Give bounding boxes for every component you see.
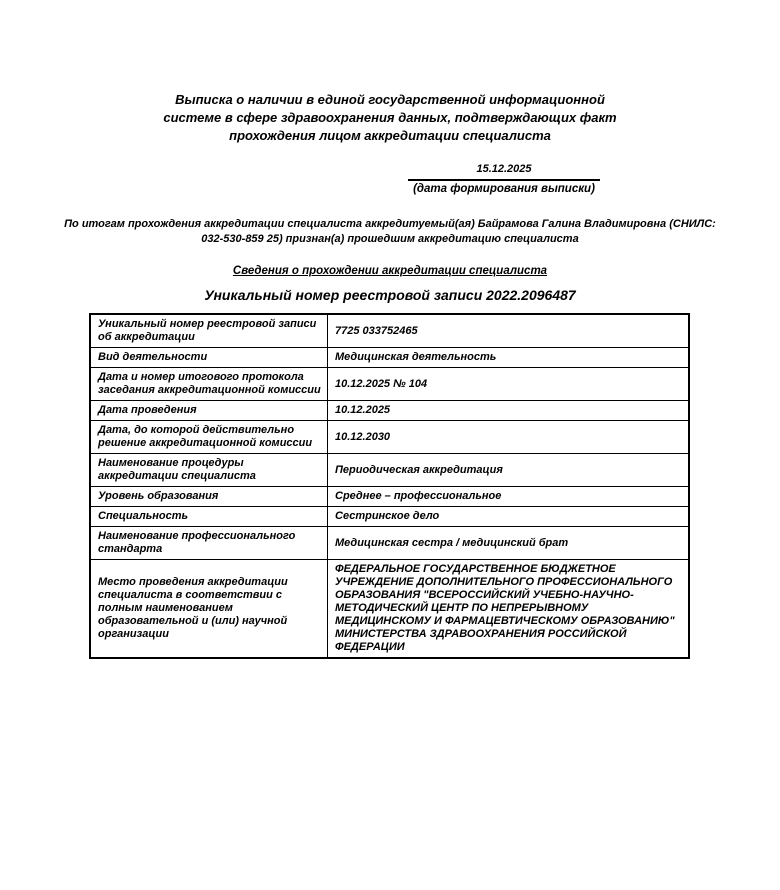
row-label: Место проведения аккредитации специалиста в соответствии с полным наименованием образовательной и (или) научной организации	[90, 560, 328, 659]
row-value: ФЕДЕРАЛЬНОЕ ГОСУДАРСТВЕННОЕ БЮДЖЕТНОЕ УЧРЕЖДЕНИЕ ДОПОЛНИТЕЛЬНОГО ПРОФЕССИОНАЛЬНОГО ОБРАЗОВАНИЯ "ВСЕРОССИЙСКИЙ УЧЕБНО-НАУЧНО-МЕТОДИЧЕСКИЙ ЦЕНТР ПО НЕПРЕРЫВНОМУ МЕДИЦИНСКОМУ И ФАРМАЦЕВТИЧЕСКОМУ ОБРАЗОВАНИЮ" МИНИСТЕРСТВА ЗДРАВООХРАНЕНИЯ РОССИЙСКОЙ ФЕДЕРАЦИИ	[328, 560, 690, 659]
registry-number-heading: Уникальный номер реестровой записи 2022.2096487	[204, 287, 576, 303]
document-title-line-1: Выписка о наличии в единой государственной информационной	[175, 92, 605, 107]
row-value: Периодическая аккредитация	[328, 454, 690, 487]
document-title-line-2: системе в сфере здравоохранения данных, подтверждающих факт	[163, 110, 617, 125]
accreditation-details-table	[89, 313, 690, 659]
row-label: Наименование процедуры аккредитации специалиста	[90, 454, 328, 487]
row-value: Среднее – профессиональное	[328, 487, 690, 507]
accreditation-summary	[40, 217, 740, 247]
row-label: Уникальный номер реестровой записи об аккредитации	[90, 314, 328, 348]
row-value: Медицинская сестра / медицинский брат	[328, 527, 690, 560]
row-label: Дата и номер итогового протокола заседания аккредитационной комиссии	[90, 368, 328, 401]
accreditation-summary-line-1: По итогам прохождения аккредитации специалиста аккредитуемый(ая) Байрамова Галина Владимировна (СНИЛС:	[64, 218, 716, 230]
table-row-specialty	[90, 507, 689, 527]
row-value: 7725 033752465	[328, 314, 690, 348]
row-label: Специальность	[90, 507, 328, 527]
table-row-education-level	[90, 487, 689, 507]
row-label: Дата, до которой действительно решение аккредитационной комиссии	[90, 421, 328, 454]
table-row-activity-type	[90, 348, 689, 368]
extract-date: 15.12.2025	[408, 163, 600, 181]
table-row-date-held	[90, 401, 689, 421]
row-label: Вид деятельности	[90, 348, 328, 368]
table-row-accreditation-place	[90, 560, 689, 659]
row-value: 10.12.2030	[328, 421, 690, 454]
extract-date-block	[408, 163, 600, 196]
document-title-line-3: прохождения лицом аккредитации специалиста	[229, 128, 551, 143]
row-value: Медицинская деятельность	[328, 348, 690, 368]
table-row-registry-number	[90, 314, 689, 348]
row-value: 10.12.2025	[328, 401, 690, 421]
row-label: Дата проведения	[90, 401, 328, 421]
extract-date-caption: (дата формирования выписки)	[413, 183, 595, 195]
accreditation-summary-line-2: 032-530-859 25) признан(а) прошедшим аккредитацию специалиста	[201, 233, 579, 245]
section-heading: Сведения о прохождении аккредитации специалиста	[232, 265, 548, 277]
row-label: Наименование профессионального стандарта	[90, 527, 328, 560]
table-row-procedure-name	[90, 454, 689, 487]
document-title	[0, 91, 780, 145]
table-row-protocol	[90, 368, 689, 401]
row-label: Уровень образования	[90, 487, 328, 507]
row-value: 10.12.2025 № 104	[328, 368, 690, 401]
row-value: Сестринское дело	[328, 507, 690, 527]
table-row-valid-until	[90, 421, 689, 454]
table-row-professional-standard	[90, 527, 689, 560]
